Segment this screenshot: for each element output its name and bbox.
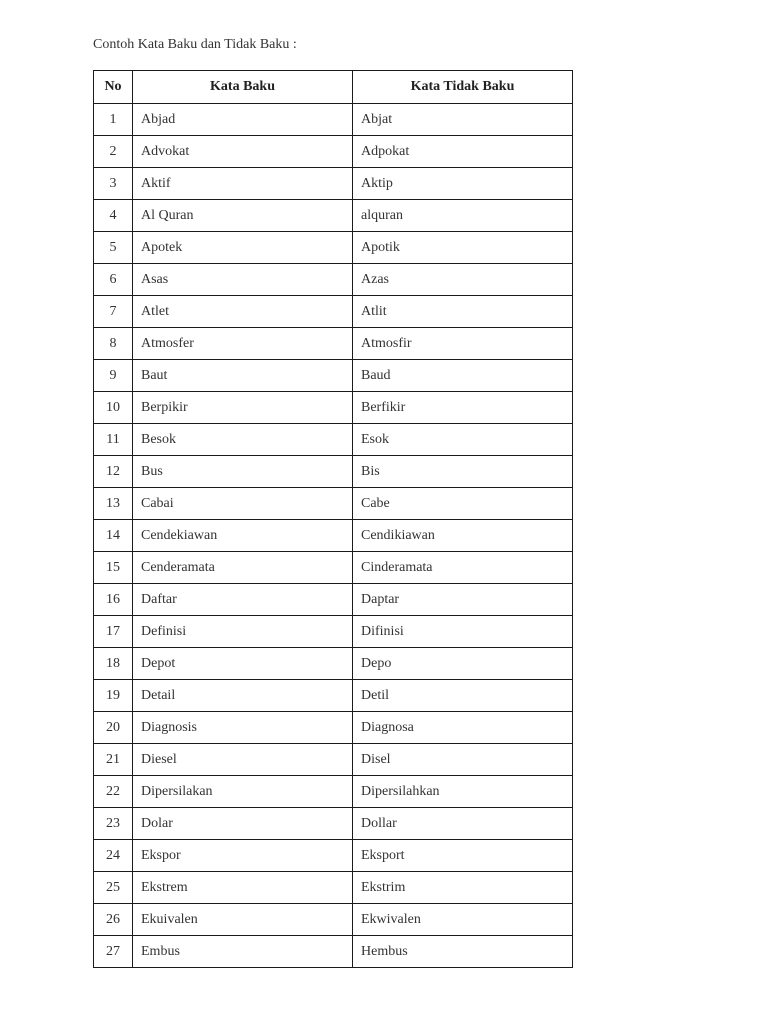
header-no: No: [94, 71, 133, 104]
cell-kata-baku: Daftar: [133, 584, 353, 616]
cell-kata-tidak-baku: Adpokat: [353, 136, 573, 168]
cell-no: 11: [94, 424, 133, 456]
table-row: [94, 488, 573, 520]
cell-no: 21: [94, 744, 133, 776]
table-row: [94, 264, 573, 296]
table-row: [94, 520, 573, 552]
cell-kata-baku: Dipersilakan: [133, 776, 353, 808]
cell-no: 24: [94, 840, 133, 872]
table-row: [94, 744, 573, 776]
table-row: [94, 392, 573, 424]
table-row: [94, 840, 573, 872]
word-table: [93, 70, 573, 968]
cell-no: 18: [94, 648, 133, 680]
table-row: [94, 904, 573, 936]
cell-no: 10: [94, 392, 133, 424]
table-row: [94, 712, 573, 744]
cell-kata-tidak-baku: Difinisi: [353, 616, 573, 648]
cell-kata-tidak-baku: Hembus: [353, 936, 573, 968]
cell-no: 9: [94, 360, 133, 392]
cell-kata-baku: Dolar: [133, 808, 353, 840]
cell-no: 3: [94, 168, 133, 200]
cell-kata-baku: Definisi: [133, 616, 353, 648]
cell-kata-tidak-baku: Dollar: [353, 808, 573, 840]
cell-kata-tidak-baku: Abjat: [353, 104, 573, 136]
cell-no: 5: [94, 232, 133, 264]
cell-no: 7: [94, 296, 133, 328]
cell-no: 14: [94, 520, 133, 552]
cell-no: 22: [94, 776, 133, 808]
table-row: [94, 136, 573, 168]
cell-kata-baku: Detail: [133, 680, 353, 712]
header-row: [94, 71, 573, 104]
cell-kata-tidak-baku: Baud: [353, 360, 573, 392]
cell-kata-tidak-baku: Esok: [353, 424, 573, 456]
cell-kata-baku: Embus: [133, 936, 353, 968]
cell-kata-baku: Berpikir: [133, 392, 353, 424]
cell-kata-tidak-baku: Apotik: [353, 232, 573, 264]
cell-kata-baku: Bus: [133, 456, 353, 488]
table-row: [94, 584, 573, 616]
cell-kata-baku: Besok: [133, 424, 353, 456]
cell-kata-baku: Aktif: [133, 168, 353, 200]
cell-no: 2: [94, 136, 133, 168]
cell-kata-tidak-baku: Ekstrim: [353, 872, 573, 904]
cell-no: 8: [94, 328, 133, 360]
cell-no: 26: [94, 904, 133, 936]
header-kata-baku: Kata Baku: [133, 71, 353, 104]
table-row: [94, 616, 573, 648]
header-kata-tidak-baku: Kata Tidak Baku: [353, 71, 573, 104]
cell-kata-tidak-baku: Detil: [353, 680, 573, 712]
cell-kata-tidak-baku: Diagnosa: [353, 712, 573, 744]
table-row: [94, 424, 573, 456]
cell-no: 16: [94, 584, 133, 616]
table-row: [94, 360, 573, 392]
cell-kata-tidak-baku: Cendikiawan: [353, 520, 573, 552]
table-row: [94, 168, 573, 200]
cell-kata-baku: Atlet: [133, 296, 353, 328]
cell-kata-baku: Ekuivalen: [133, 904, 353, 936]
cell-kata-baku: Abjad: [133, 104, 353, 136]
table-row: [94, 776, 573, 808]
cell-no: 25: [94, 872, 133, 904]
cell-kata-baku: Diesel: [133, 744, 353, 776]
cell-kata-baku: Ekstrem: [133, 872, 353, 904]
table-row: [94, 456, 573, 488]
cell-kata-baku: Diagnosis: [133, 712, 353, 744]
table-row: [94, 808, 573, 840]
cell-no: 12: [94, 456, 133, 488]
table-row: [94, 104, 573, 136]
cell-kata-tidak-baku: Bis: [353, 456, 573, 488]
cell-kata-tidak-baku: Eksport: [353, 840, 573, 872]
table-row: [94, 680, 573, 712]
cell-no: 1: [94, 104, 133, 136]
cell-kata-baku: Cabai: [133, 488, 353, 520]
page-heading: Contoh Kata Baku dan Tidak Baku :: [93, 37, 297, 52]
cell-kata-tidak-baku: Aktip: [353, 168, 573, 200]
cell-kata-tidak-baku: Azas: [353, 264, 573, 296]
table-row: [94, 328, 573, 360]
cell-kata-baku: Apotek: [133, 232, 353, 264]
cell-kata-baku: Depot: [133, 648, 353, 680]
cell-kata-tidak-baku: Cinderamata: [353, 552, 573, 584]
cell-kata-baku: Cenderamata: [133, 552, 353, 584]
table-row: [94, 232, 573, 264]
cell-kata-tidak-baku: Depo: [353, 648, 573, 680]
table-body: [94, 104, 573, 968]
cell-kata-baku: Al Quran: [133, 200, 353, 232]
cell-no: 23: [94, 808, 133, 840]
cell-kata-tidak-baku: Dipersilahkan: [353, 776, 573, 808]
cell-no: 15: [94, 552, 133, 584]
cell-no: 6: [94, 264, 133, 296]
table-row: [94, 552, 573, 584]
cell-kata-baku: Advokat: [133, 136, 353, 168]
cell-kata-baku: Baut: [133, 360, 353, 392]
cell-kata-tidak-baku: alquran: [353, 200, 573, 232]
cell-no: 17: [94, 616, 133, 648]
cell-kata-baku: Cendekiawan: [133, 520, 353, 552]
cell-kata-tidak-baku: Disel: [353, 744, 573, 776]
cell-no: 20: [94, 712, 133, 744]
cell-no: 19: [94, 680, 133, 712]
cell-kata-tidak-baku: Ekwivalen: [353, 904, 573, 936]
table-row: [94, 648, 573, 680]
cell-no: 4: [94, 200, 133, 232]
table-row: [94, 936, 573, 968]
table-row: [94, 296, 573, 328]
table-header: [94, 71, 573, 104]
cell-kata-tidak-baku: Atlit: [353, 296, 573, 328]
cell-kata-tidak-baku: Atmosfir: [353, 328, 573, 360]
table-row: [94, 200, 573, 232]
cell-no: 27: [94, 936, 133, 968]
cell-kata-tidak-baku: Cabe: [353, 488, 573, 520]
cell-kata-tidak-baku: Berfikir: [353, 392, 573, 424]
cell-kata-baku: Asas: [133, 264, 353, 296]
cell-kata-baku: Ekspor: [133, 840, 353, 872]
cell-kata-baku: Atmosfer: [133, 328, 353, 360]
cell-no: 13: [94, 488, 133, 520]
cell-kata-tidak-baku: Daptar: [353, 584, 573, 616]
table-row: [94, 872, 573, 904]
